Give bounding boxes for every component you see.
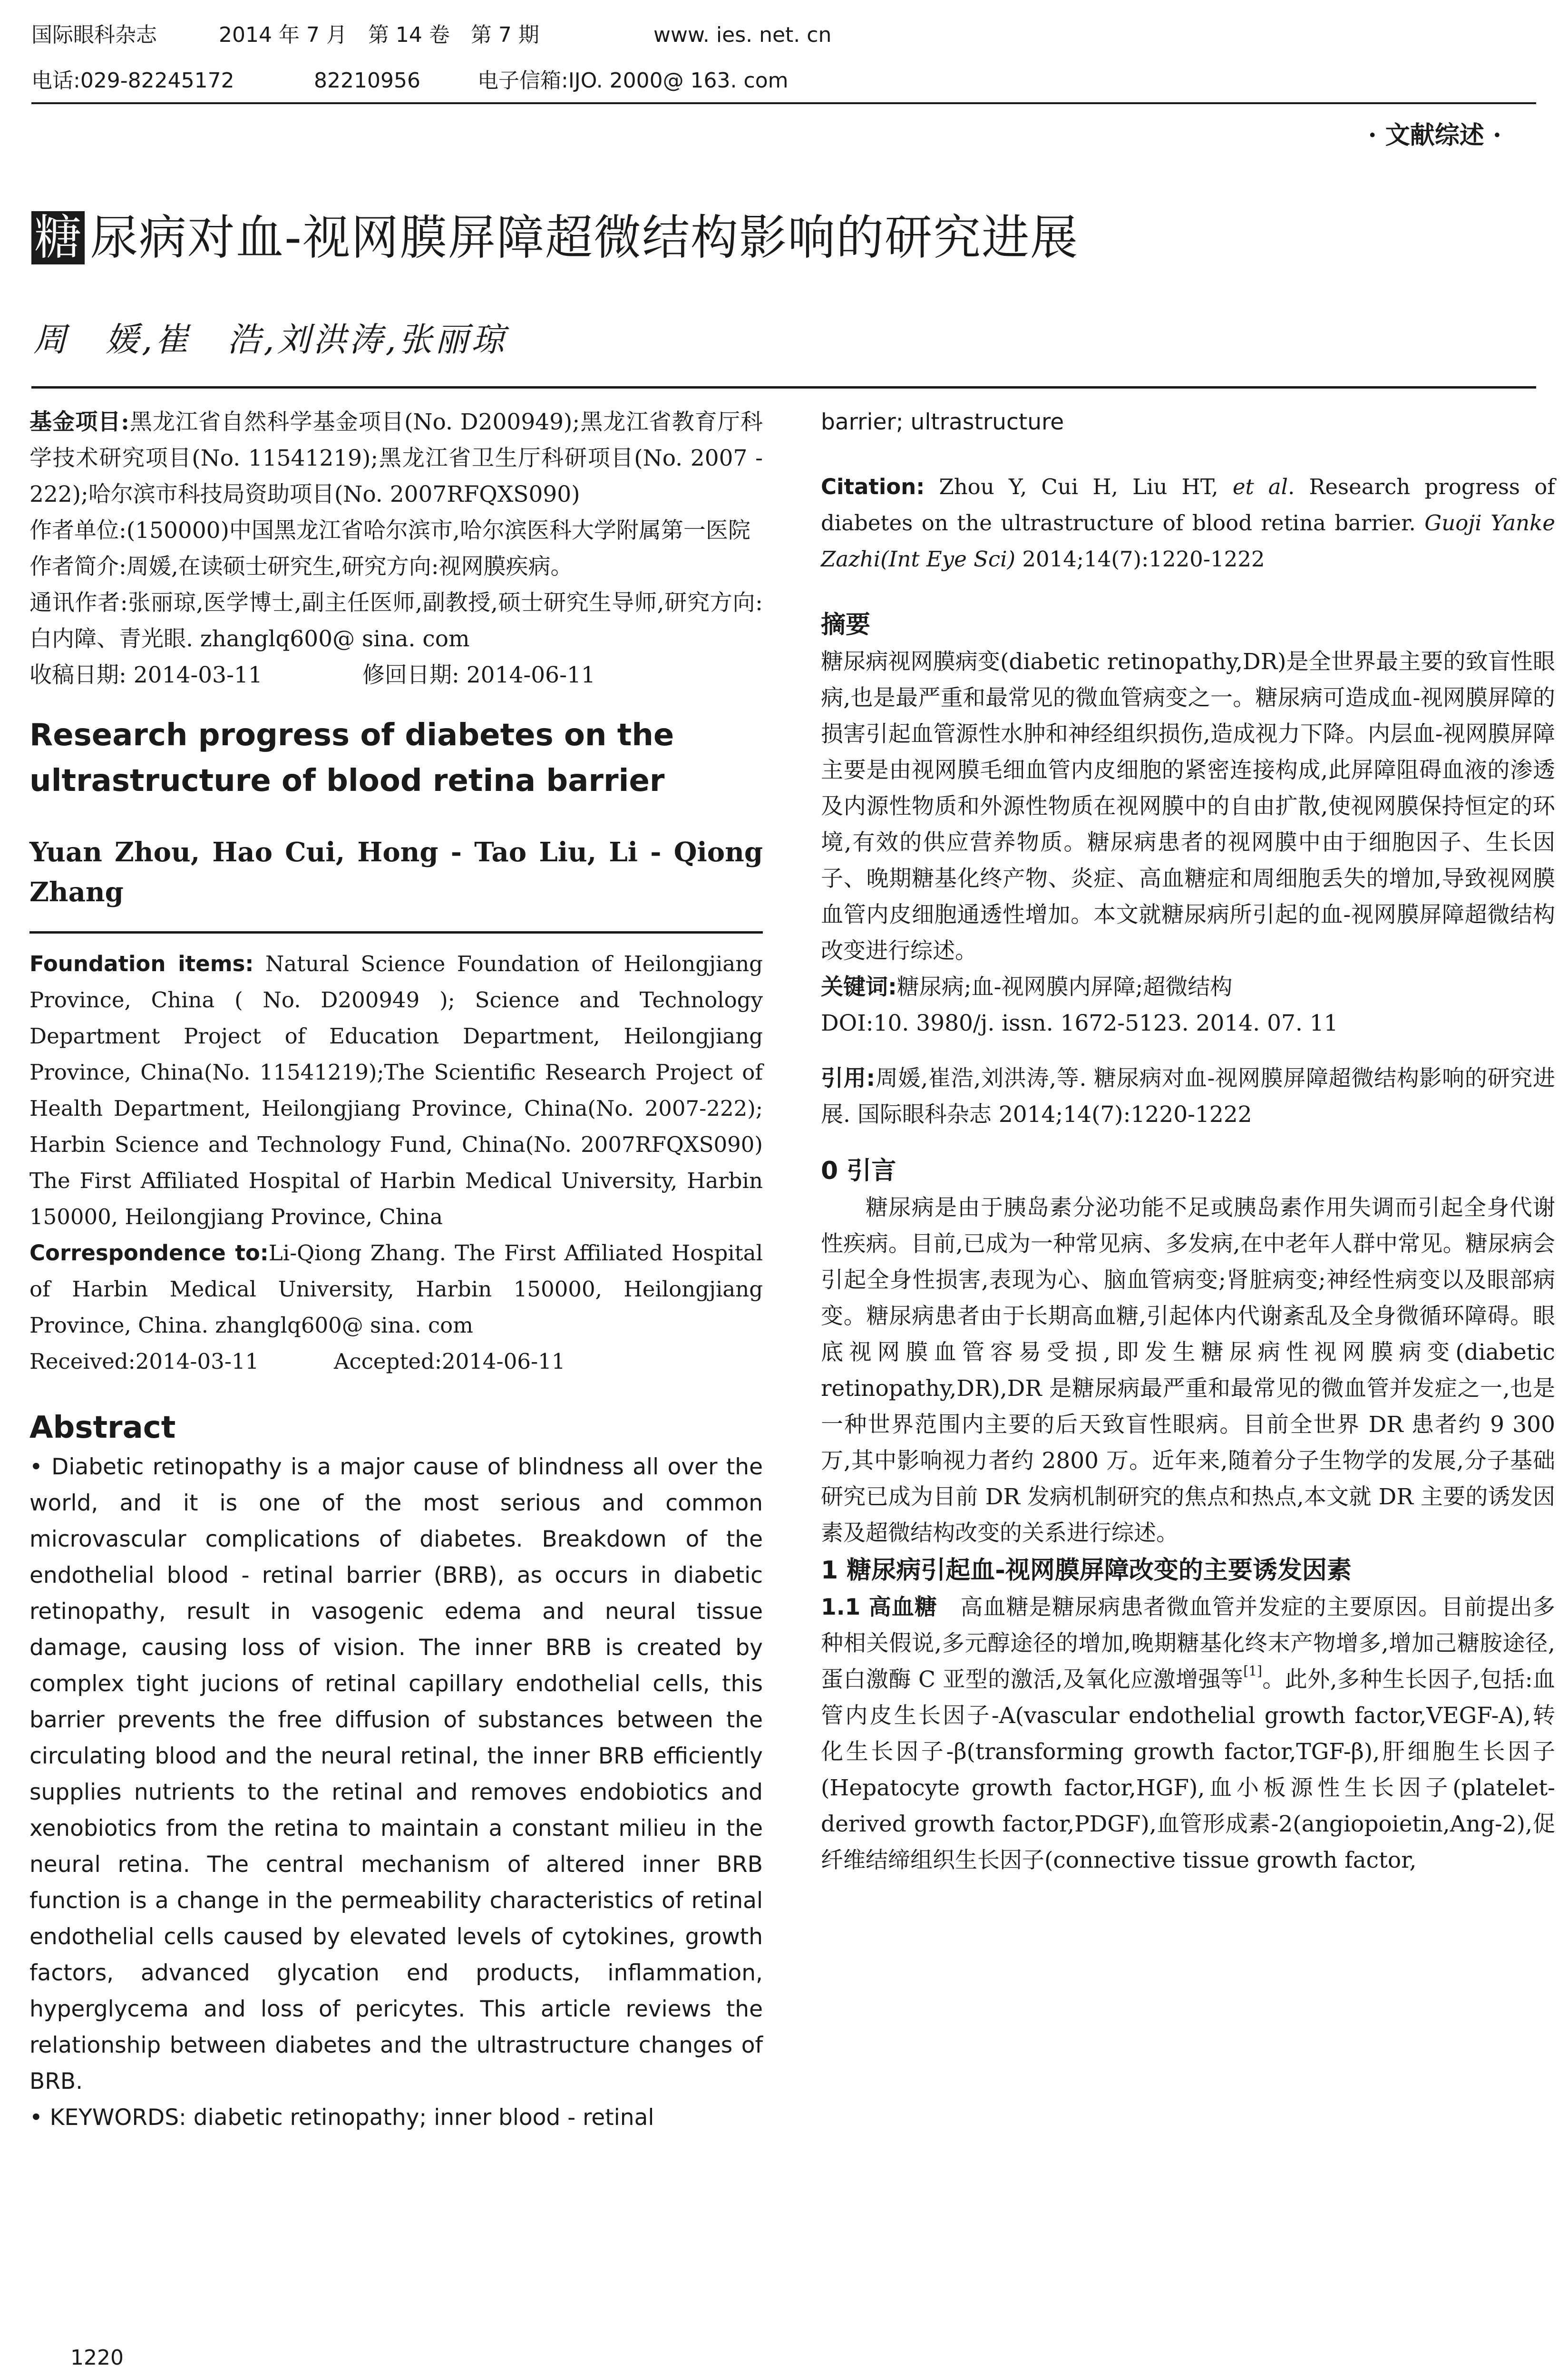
keywords-en-continued: barrier; ultrastructure: [821, 409, 1064, 435]
intro-heading: 0 引言: [821, 1157, 896, 1185]
accepted-date-en: Accepted:2014-06-11: [334, 1349, 565, 1374]
journal-header-line-1: [31, 21, 831, 49]
citation-title: . Research progress of diabetes on the ultrastructure of blood retina barrier.: [821, 474, 1555, 536]
received-date-en: Received:2014-03-11: [29, 1349, 259, 1374]
correspondence-en: [29, 1235, 763, 1344]
keywords-cn: [821, 969, 1555, 1005]
correspondence-cn: 通讯作者:张丽琼,医学博士,副主任医师,副教授,硕士研究生导师,研究方向:白内障、青光眼. zhanglq600@ sina. com: [29, 590, 763, 652]
keywords-cn-text: 糖尿病;血-视网膜内屏障;超微结构: [896, 974, 1233, 1000]
section-1-1-label: 1.1 高血糖: [821, 1594, 938, 1620]
authors-cn: 周 媛,崔 浩,刘洪涛,张丽琼: [33, 320, 507, 359]
author-bio: 作者简介:周媛,在读硕士研究生,研究方向:视网膜疾病。: [29, 554, 573, 580]
citation-journal: Guoji Yanke Zazhi(Int Eye Sci): [821, 510, 1555, 572]
journal-email[interactable]: 电子信箱:IJO. 2000@ 163. com: [477, 68, 789, 93]
intro-text: 糖尿病是由于胰岛素分泌功能不足或胰岛素作用失调而引起全身代谢性疾病。目前,已成为一种常见病、多发病,在中老年人群中常见。糖尿病会引起全身性损害,表现为心、脑血管病变;肾脏病变;神经性病变以及眼部病变。糖尿病患者由于长期高血糖,引起体内代谢紊乱及全身微循环障碍。眼底视网膜血管容易受损,即发生糖尿病性视网膜病变(diabetic retinopathy,DR),DR 是糖尿病最严重和最常见的微血管并发症之一,也是一种世界范围内主要的后天致盲性眼病。目前全世界 DR 患者约 9 300 万,其中影响视力者约 2800 万。近年来,随着分子生物学的发展,分子基础研究已成为目前 DR 发病机制研究的焦点和热点,本文就 DR 主要的诱发因素及超微结构改变的关系进行综述。: [821, 1195, 1555, 1546]
citation-volume: 2014;14(7):1220-1222: [1015, 546, 1265, 572]
foundation-label: Foundation items:: [29, 951, 254, 976]
cite-cn-text: 周媛,崔浩,刘洪涛,等. 糖尿病对血-视网膜屏障超微结构影响的研究进展. 国际眼科杂志 2014;14(7):1220-1222: [821, 1065, 1555, 1128]
abstract-cn-text: 糖尿病视网膜病变(diabetic retinopathy,DR)是全世界最主要的致盲性眼病,也是最严重和最常见的微血管病变之一。糖尿病可造成血-视网膜屏障的损害引起血管源性水肿和神经组织损伤,造成视力下降。内层血-视网膜屏障主要是由视网膜毛细血管内皮细胞的紧密连接构成,此屏障阻碍血液的渗透及内源性物质和外源性物质在视网膜中的自由扩散,使视网膜保持恒定的环境,有效的供应营养物质。糖尿病患者的视网膜中由于细胞因子、生长因子、晚期糖基化终产物、炎症、高血糖症和周细胞丢失的增加,导致视网膜血管内皮细胞通透性增加。本文就糖尿病所引起的血-视网膜屏障超微结构改变进行综述。: [821, 649, 1555, 964]
journal-name: 国际眼科杂志: [31, 23, 157, 47]
dates-en: [29, 1344, 763, 1380]
doi[interactable]: DOI:10. 3980/j. issn. 1672-5123. 2014. 07. 11: [821, 1010, 1338, 1036]
revised-date-cn: 修回日期: 2014-06-11: [362, 662, 595, 688]
cite-cn-label: 引用:: [821, 1065, 876, 1091]
english-authors: Yuan Zhou, Hao Cui, Hong - Tao Liu, Li - Qiong Zhang: [29, 837, 763, 908]
right-column: [821, 404, 1555, 1879]
section-1-1-text-a: 高血糖是糖尿病患者微血管并发症的主要原因。目前提出多种相关假说,多元醇途径的增加,晚期糖基化终末产物增多,增加己糖胺途径,蛋白激酶 C 亚型的激活,及氧化应激增强等: [821, 1594, 1556, 1693]
journal-phone: 电话:029-82245172: [31, 68, 234, 93]
section-tag: · 文献综述 ·: [1368, 121, 1501, 150]
page-number: 1220: [70, 2346, 124, 2370]
section-1-heading: 1 糖尿病引起血-视网膜屏障改变的主要诱发因素: [821, 1556, 1352, 1585]
keywords-en: • KEYWORDS: diabetic retinopathy; inner blood - retinal: [29, 2104, 654, 2131]
keywords-cn-label: 关键词:: [821, 974, 897, 1000]
citation-authors: Zhou Y, Cui H, Liu HT,: [939, 474, 1218, 499]
issue-info: 2014 年 7 月 第 14 卷 第 7 期: [219, 23, 539, 47]
english-title: Research progress of diabetes on the ultrastructure of blood retina barrier: [29, 718, 674, 799]
english-section-divider: [29, 931, 763, 934]
section-1-1-text-b: 。此外,多种生长因子,包括:血管内皮生长因子-A(vascular endothelial growth factor,VEGF-A),转化生长因子-β(transforming growth factor,TGF-β),肝细胞生长因子(Hepatocyte growth factor,HGF),血小板源性生长因子(platelet-derived growth factor,PDGF),血管形成素-2(angiopoietin,Ang-2),促纤维结缔组织生长因子(connective tissue growth factor,: [821, 1666, 1556, 1873]
foundation-text: Natural Science Foundation of Heilongjiang Province, China ( No. D200949 ); Science and Technology Department Project of Education Department, Heilongjiang Province, China(No. 11541219);The Scientific Research Project of Health Department, Heilongjiang Province, China(No. 2007-222); Harbin Science and Technology Fund, China(No. 2007RFQXS090) The First Affiliated Hospital of Harbin Medical University, Harbin 150000, Heilongjiang Province, China: [29, 951, 763, 1229]
funding-block: [29, 404, 763, 513]
title-initial-char: 糖: [31, 211, 85, 264]
authors-rule: [31, 386, 1536, 389]
abstract-heading: Abstract: [29, 1410, 176, 1445]
citation-etal: et al: [1232, 474, 1288, 499]
abstract-cn-heading: 摘要: [821, 611, 871, 639]
abstract-text: • Diabetic retinopathy is a major cause of blindness all over the world, and it is one of the most serious and common microvascular complications of diabetes. Breakdown of the endothelial blood - retinal barrier (BRB), as occurs in diabetic retinopathy, result in vasogenic edema and neural tissue damage, causing loss of vision. The inner BRB is created by complex tight jucions of retinal capillary endothelial cells, this barrier prevents the free diffusion of substances between the circulating blood and the neural retinal, the inner BRB efficiently supplies nutrients to the retinal and removes endobiotics and xenobiotics from the retina to maintain a constant milieu in the neural retina. The central mechanism of altered inner BRB function is a change in the permeability characteristics of retinal endothelial cells caused by elevated levels of cytokines, growth factors, advanced glycation end products, inflammation, hyperglycema and loss of pericytes. This article reviews the relationship between diabetes and the ultrastructure changes of BRB.: [29, 1454, 763, 2094]
funding-text: 黑龙江省自然科学基金项目(No. D200949);黑龙江省教育厅科学技术研究项目(No. 11541219);黑龙江省卫生厅科研项目(No. 2007 - 222);哈尔滨市科技局资助项目(No. 2007RFQXS090): [29, 409, 763, 507]
article-title: [31, 205, 1079, 271]
dates-cn: [29, 657, 763, 693]
received-date-cn: 收稿日期: 2014-03-11: [29, 662, 263, 688]
journal-header-line-2: [31, 67, 789, 95]
correspondence-text: Li-Qiong Zhang. The First Affiliated Hospital of Harbin Medical University, Harbin 150000, Heilongjiang Province, China. zhanglq600@ sina. com: [29, 1240, 763, 1338]
affiliation: 作者单位:(150000)中国黑龙江省哈尔滨市,哈尔滨医科大学附属第一医院: [29, 517, 750, 544]
reference-marker[interactable]: [1]: [1243, 1663, 1262, 1679]
header-rule: [31, 102, 1536, 104]
section-1-1: [821, 1589, 1555, 1879]
left-column: [29, 404, 763, 2136]
funding-label: 基金项目:: [29, 409, 129, 435]
journal-website[interactable]: www. ies. net. cn: [653, 23, 832, 47]
title-text: 尿病对血-视网膜屏障超微结构影响的研究进展: [90, 210, 1079, 265]
correspondence-label: Correspondence to:: [29, 1240, 269, 1266]
citation-label: Citation:: [821, 474, 925, 499]
cite-cn: [821, 1061, 1555, 1133]
citation-en: [821, 469, 1555, 577]
journal-phone-2: 82210956: [314, 68, 420, 93]
foundation-items: [29, 946, 763, 1235]
